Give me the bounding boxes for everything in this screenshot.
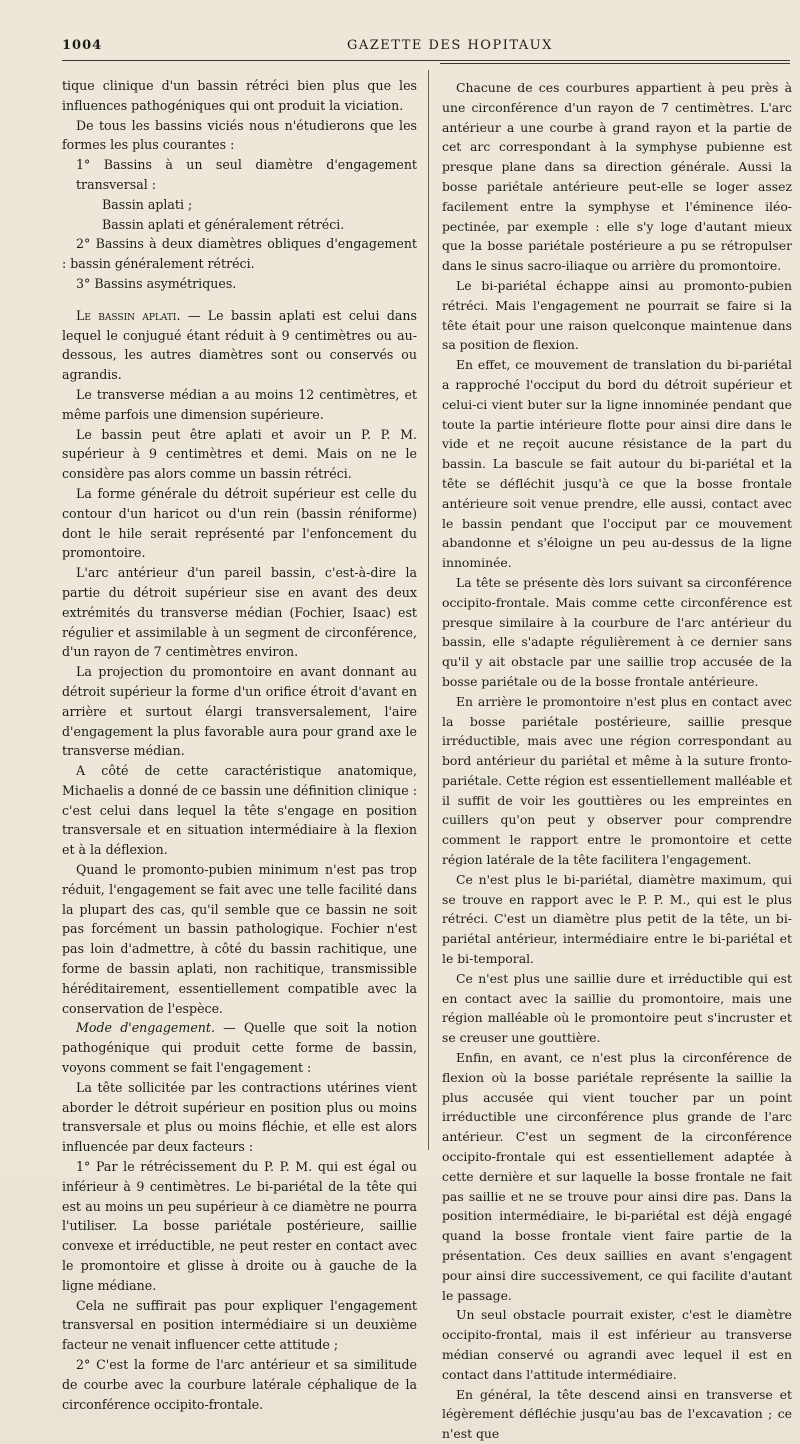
- paragraph: Le bassin peut être aplati et avoir un P. P. M. supérieur à 9 centimètres et demi. Mais on ne le considère pas alors comme un bassin rétréci.: [62, 426, 417, 482]
- paragraph: [62, 306, 417, 385]
- paragraph: La tête sollicitée par les contractions utérines vient aborder le détroit supérieur en position plus ou moins transversale et plus ou moins fléchie, et elle est alors influencée par deux facteurs :: [62, 1079, 417, 1155]
- journal-title: GAZETTE DES HOPITAUX: [347, 38, 553, 53]
- list-subitem: Bassin aplati et généralement rétréci.: [102, 216, 345, 232]
- paragraph: Ce n'est plus le bi-pariétal, diamètre maximum, qui se trouve en rapport avec le P. P. M., qui est le plus rétréci. C'est un diamètre plus petit de la tête, un bi-pariétal antérieur, intermédiaire entre le bi-pariétal et le bi-temporal.: [442, 871, 792, 967]
- list-subitem: Bassin aplati ;: [102, 196, 193, 212]
- header-rule-secondary: [440, 63, 790, 64]
- page-number: 1004: [62, 38, 103, 53]
- column-divider: [428, 70, 429, 1150]
- list-item: 2° Bassins à deux diamètres obliques d'engagement : bassin généralement rétréci.: [62, 236, 417, 272]
- section-heading: Le bassin aplati.: [76, 307, 181, 323]
- paragraph: 2° C'est la forme de l'arc antérieur et sa similitude de courbe avec la courbure latérale céphalique de la circonférence occipito-frontale.: [62, 1357, 417, 1412]
- paragraph: La projection du promontoire en avant donnant au détroit supérieur la forme d'un orifice étroit d'avant en arrière et surtout élargi transversalement, l'aire d'engagement la plus favorable aura pour grand axe le transverse médian.: [62, 664, 417, 759]
- paragraph: Le transverse médian a au moins 12 centimètres, et même parfois une dimension supérieure.: [62, 386, 417, 422]
- paragraph: De tous les bassins viciés nous n'étudierons que les formes les plus courantes :: [62, 117, 417, 153]
- paragraph: La tête se présente dès lors suivant sa circonférence occipito-frontale. Mais comme cette circonférence est presque similaire à la courbure de l'arc antérieur du bassin, elle s'adapte régulièrement à ce dernier sans qu'il y ait obstacle par une saillie trop accusée de la bosse pariétale ou de la bosse frontale antérieure.: [442, 574, 792, 689]
- paragraph: tique clinique d'un bassin rétréci bien plus que les influences pathogéniques qui ont produit la viciation.: [62, 78, 417, 113]
- paragraph: Quand le promonto-pubien minimum n'est pas trop réduit, l'engagement se fait avec une telle facilité dans la plupart des cas, qu'il semble que ce bassin ne soit pas forcément un bassin pathologique. Fochier n'est pas loin d'admettre, à côté du bassin rachitique, une forme de bassin aplati, non rachitique, transmissible héréditairement, essentiellement compatible avec la conservation de l'espèce.: [62, 862, 417, 1016]
- paragraph: A côté de cette caractéristique anatomique, Michaelis a donné de ce bassin une définition clinique : c'est celui dans lequel la tête s'engage en position transversale et en situation intermédiaire à la flexion et à la déflexion.: [62, 763, 417, 858]
- page-header: [62, 38, 782, 58]
- paragraph: Chacune de ces courbures appartient à peu près à une circonférence d'un rayon de 7 centimètres. L'arc antérieur a une courbe à grand rayon et la partie de cet arc correspondant à la symphyse pubienne est presque plane dans sa direction générale. Aussi la bosse pariétale antérieure peut-elle se loger assez facilement entre la symphyse et l'éminence iléo-pectinée, par exemple : elle s'y loge d'autant mieux que la bosse pariétale postérieure a pu se rétropulser dans le sinus sacro-iliaque ou arrière du promontoire.: [442, 80, 792, 274]
- header-rule: [62, 60, 790, 61]
- paragraph: La forme générale du détroit supérieur est celle du contour d'un haricot ou d'un rein (bassin réniforme) dont le hile serait représenté par l'enfoncement du promontoire.: [62, 485, 417, 561]
- section-heading: Mode d'engagement.: [76, 1020, 215, 1036]
- paragraph: 1° Par le rétrécissement du P. P. M. qui est égal ou inférieur à 9 centimètres. Le bi-pariétal de la tête qui est au moins un peu supérieur à ce diamètre ne pourra l'utiliser. La bosse pariétale postérieure, saillie convexe et irréductible, ne peut rester en contact avec le promontoire et glisse à droite ou à gauche de la ligne médiane.: [62, 1159, 417, 1293]
- paragraph: Le bi-pariétal échappe ainsi au promonto-pubien rétréci. Mais l'engagement ne pourrait se faire si la tête était pour une raison quelconque maintenue dans sa position de flexion.: [442, 277, 792, 353]
- paragraph: Cela ne suffirait pas pour expliquer l'engagement transversal en position intermédiaire si un deuxième facteur ne venait influencer cette attitude ;: [62, 1297, 417, 1353]
- right-column: [442, 78, 792, 1444]
- paragraph-text: — Le bassin aplati est celui dans lequel le conjugué étant réduit à 9 centimètres ou au-dessous, les autres diamètres sont ou conservés ou agrandis.: [62, 307, 417, 383]
- paragraph: L'arc antérieur d'un pareil bassin, c'est-à-dire la partie du détroit supérieur sise en avant des deux extrémités du transverse médian (Fochier, Isaac) est régulier et assimilable à un segment de circonférence, d'un rayon de 7 centimètres environ.: [62, 565, 417, 660]
- paragraph: En général, la tête descend ainsi en transverse et légèrement défléchie jusqu'au bas de l'excavation ; ce n'est que: [442, 1386, 792, 1442]
- paragraph: [62, 1018, 417, 1077]
- list-item: 1° Bassins à un seul diamètre d'engagement transversal :: [76, 157, 417, 192]
- paragraph: Un seul obstacle pourrait exister, c'est le diamètre occipito-frontal, mais il est inférieur au transverse médian conservé ou agrandi avec lequel il est en contact dans l'attitude intermédiaire.: [442, 1307, 792, 1382]
- paragraph: Ce n'est plus une saillie dure et irréductible qui est en contact avec la saillie du promontoire, mais une région malléable où le promontoire peut s'incruster et se creuser une gouttière.: [442, 970, 792, 1046]
- paragraph: En effet, ce mouvement de translation du bi-pariétal a rapproché l'occiput du bord du détroit supérieur et celui-ci vient buter sur la ligne innominée pendant que toute la partie intérieure flotte pour ainsi dire dans le vide et ne reçoit aucune résistance de la part du bassin. La bascule se fait autour du bi-pariétal et la tête se défléchit jusqu'à ce que la bosse frontale antérieure soit venue prendre, elle aussi, contact avec le bassin pendant que l'occiput par ce mouvement abandonne et s'éloigne un peu au-dessus de la ligne innominée.: [442, 357, 792, 571]
- left-column: [62, 76, 417, 1414]
- list-item: 3° Bassins asymétriques.: [76, 275, 237, 291]
- paragraph: En arrière le promontoire n'est plus en contact avec la bosse pariétale postérieure, saillie presque irréductible, mais avec une région correspondant au bord antérieur du pariétal et même à la suture fronto-pariétale. Cette région est essentiellement malléable et il suffit de voir les gouttières ou les empreintes en cuillers qu'on peut y observer pour comprendre comment le rapport entre le promontoire et cette région latérale de la tête facilitera l'engagement.: [442, 693, 792, 868]
- paragraph-text: — Quelle que soit la notion pathogénique qui produit cette forme de bassin, voyons comment se fait l'engagement :: [62, 1020, 417, 1076]
- paragraph: Enfin, en avant, ce n'est plus la circonférence de flexion où la bosse pariétale représente la saillie la plus accusée qui vient toucher par un point irréductible une circonférence plus grande de l'arc antérieur. C'est un segment de la circonférence occipito-frontale qui est essentiellement adaptée à cette dernière et sur laquelle la bosse frontale ne fait pas saillie et ne se trouve pour ainsi dire pas. Dans la position intermédiaire, le bi-pariétal est déjà engagé quand la bosse frontale vient faire partie de la présentation. Ces deux saillies en avant s'engagent pour ainsi dire successivement, ce qui facilite d'autant le passage.: [442, 1050, 792, 1303]
